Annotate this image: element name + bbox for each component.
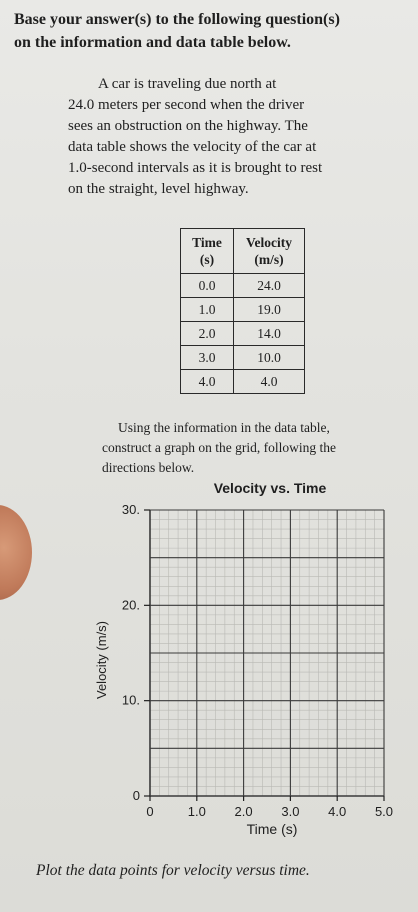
x-tick-label: 2.0 bbox=[234, 804, 253, 819]
x-tick-labels bbox=[146, 804, 393, 819]
directions-line-1: Using the information in the data table, bbox=[118, 420, 330, 435]
x-tick-label: 1.0 bbox=[187, 804, 206, 819]
time-header-unit: (s) bbox=[199, 252, 215, 267]
graph-title: Velocity vs. Time bbox=[213, 480, 327, 496]
velocity-cell: 24.0 bbox=[234, 274, 305, 298]
y-tick-label: 10. bbox=[121, 692, 140, 708]
time-cell: 3.0 bbox=[181, 346, 234, 370]
intro-line-5: 1.0-second intervals as it is brought to rest bbox=[68, 160, 323, 176]
intro-line-2: 24.0 meters per second when the driver bbox=[68, 97, 305, 113]
header-line-1: Base your answer(s) to the following question(s) bbox=[14, 11, 340, 28]
intro-line-6: on the straight, level highway. bbox=[68, 181, 249, 197]
plot-instruction: Plot the data points for velocity versus time. bbox=[36, 862, 310, 879]
y-tick-label: 0 bbox=[132, 788, 140, 803]
y-tick-label: 30. bbox=[121, 502, 140, 517]
x-tick-label: 5.0 bbox=[374, 804, 394, 819]
directions-line-2: construct a graph on the grid, following the bbox=[102, 440, 336, 455]
velocity-header-title: Velocity bbox=[246, 235, 292, 250]
x-tick-label: 4.0 bbox=[328, 804, 347, 819]
intro-line-4: data table shows the velocity of the car at bbox=[68, 139, 317, 155]
time-cell: 4.0 bbox=[181, 370, 234, 394]
intro-line-1: A car is traveling due north at bbox=[98, 76, 277, 92]
velocity-cell: 14.0 bbox=[234, 322, 305, 346]
major-gridlines bbox=[150, 510, 384, 796]
time-cell: 2.0 bbox=[181, 322, 234, 346]
y-axis-label: Velocity (m/s) bbox=[94, 620, 109, 700]
directions-line-3: directions below. bbox=[102, 460, 195, 475]
x-tick-label: 0 bbox=[146, 804, 154, 819]
axis-ticks bbox=[144, 510, 384, 801]
x-tick-label: 3.0 bbox=[281, 804, 300, 819]
time-cell: 0.0 bbox=[181, 274, 234, 298]
x-axis-label: Time (s) bbox=[246, 821, 298, 837]
velocity-cell: 10.0 bbox=[234, 346, 305, 370]
intro-line-3: sees an obstruction on the highway. The bbox=[68, 118, 308, 134]
velocity-cell: 19.0 bbox=[234, 298, 305, 322]
velocity-header-unit: (m/s) bbox=[254, 252, 284, 267]
y-tick-labels bbox=[122, 502, 140, 803]
time-header-title: Time bbox=[192, 235, 222, 250]
header-line-2: on the information and data table below. bbox=[14, 34, 291, 51]
time-cell: 1.0 bbox=[181, 298, 234, 322]
y-tick-label: 20. bbox=[121, 597, 140, 613]
velocity-cell: 4.0 bbox=[234, 370, 305, 394]
